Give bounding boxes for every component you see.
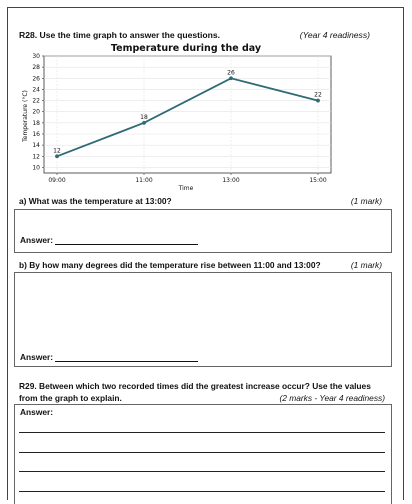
data-label: 26 bbox=[227, 69, 235, 77]
data-point bbox=[316, 99, 320, 103]
q29-line2: from the graph to explain. bbox=[19, 393, 122, 403]
data-label: 12 bbox=[53, 147, 61, 155]
part-b-marks: (1 mark) bbox=[350, 260, 382, 270]
temperature-chart bbox=[18, 40, 340, 192]
q29-writing-line[interactable] bbox=[19, 471, 385, 472]
part-b-answer-line[interactable] bbox=[55, 353, 198, 362]
question-header bbox=[19, 30, 370, 40]
question-title: R28. Use the time graph to answer the questions. bbox=[19, 30, 221, 40]
y-tick-label: 22 bbox=[32, 97, 40, 105]
question-level: (Year 4 readiness) bbox=[299, 30, 370, 40]
part-b-question: b) By how many degrees did the temperature rise between 11:00 and 13:00? bbox=[19, 260, 321, 270]
q29-row2 bbox=[19, 392, 385, 404]
x-tick-label: 13:00 bbox=[222, 177, 240, 184]
q29-answer-box[interactable] bbox=[14, 404, 392, 504]
part-b-answer-box[interactable] bbox=[14, 272, 392, 367]
part-b-answer-label: Answer: bbox=[20, 352, 54, 362]
plot-area bbox=[44, 56, 331, 173]
y-tick-label: 12 bbox=[32, 153, 40, 161]
y-tick-label: 14 bbox=[32, 142, 40, 150]
y-axis-label: Temperature (°C) bbox=[22, 90, 29, 142]
data-point bbox=[55, 154, 59, 158]
y-tick-label: 16 bbox=[32, 131, 40, 138]
q29-answer-label: Answer: bbox=[20, 407, 54, 417]
data-point bbox=[142, 121, 146, 125]
data-label: 18 bbox=[140, 113, 148, 121]
grid-lines bbox=[44, 56, 331, 173]
q29-writing-line[interactable] bbox=[19, 452, 385, 453]
temperature-series-line bbox=[57, 78, 318, 156]
chart-title: Temperature during the day bbox=[110, 43, 262, 54]
x-axis-label: Time bbox=[178, 185, 194, 192]
question-29 bbox=[19, 380, 385, 404]
y-tick-label: 28 bbox=[32, 64, 40, 72]
part-a-marks: (1 mark) bbox=[350, 196, 382, 206]
y-tick-label: 26 bbox=[32, 75, 40, 83]
q29-line1: R29. Between which two recorded times did the greatest increase occur? Use the values bbox=[19, 381, 371, 391]
x-axis-ticks bbox=[48, 173, 326, 184]
data-points bbox=[55, 76, 320, 158]
y-tick-label: 24 bbox=[32, 86, 40, 94]
y-tick-label: 18 bbox=[32, 119, 40, 127]
y-tick-label: 10 bbox=[32, 164, 40, 172]
part-a-answer-box[interactable] bbox=[14, 209, 392, 253]
y-tick-label: 30 bbox=[32, 53, 40, 60]
data-label: 22 bbox=[314, 91, 322, 99]
data-point bbox=[229, 76, 233, 80]
y-tick-label: 20 bbox=[32, 108, 40, 116]
part-a-header bbox=[19, 196, 382, 206]
part-a-answer-label: Answer: bbox=[20, 235, 54, 245]
x-tick-label: 09:00 bbox=[48, 177, 66, 184]
part-a-answer-row bbox=[20, 235, 198, 245]
q29-writing-line[interactable] bbox=[19, 491, 385, 492]
y-axis-ticks bbox=[32, 53, 44, 171]
x-tick-label: 15:00 bbox=[309, 177, 327, 184]
q29-marks: (2 marks - Year 4 readiness) bbox=[279, 393, 385, 403]
part-a-question: a) What was the temperature at 13:00? bbox=[19, 196, 172, 206]
x-tick-label: 11:00 bbox=[135, 177, 153, 184]
part-a-answer-line[interactable] bbox=[55, 236, 198, 245]
part-b-answer-row bbox=[20, 352, 198, 362]
part-b-header bbox=[19, 260, 382, 270]
q29-writing-line[interactable] bbox=[19, 432, 385, 433]
